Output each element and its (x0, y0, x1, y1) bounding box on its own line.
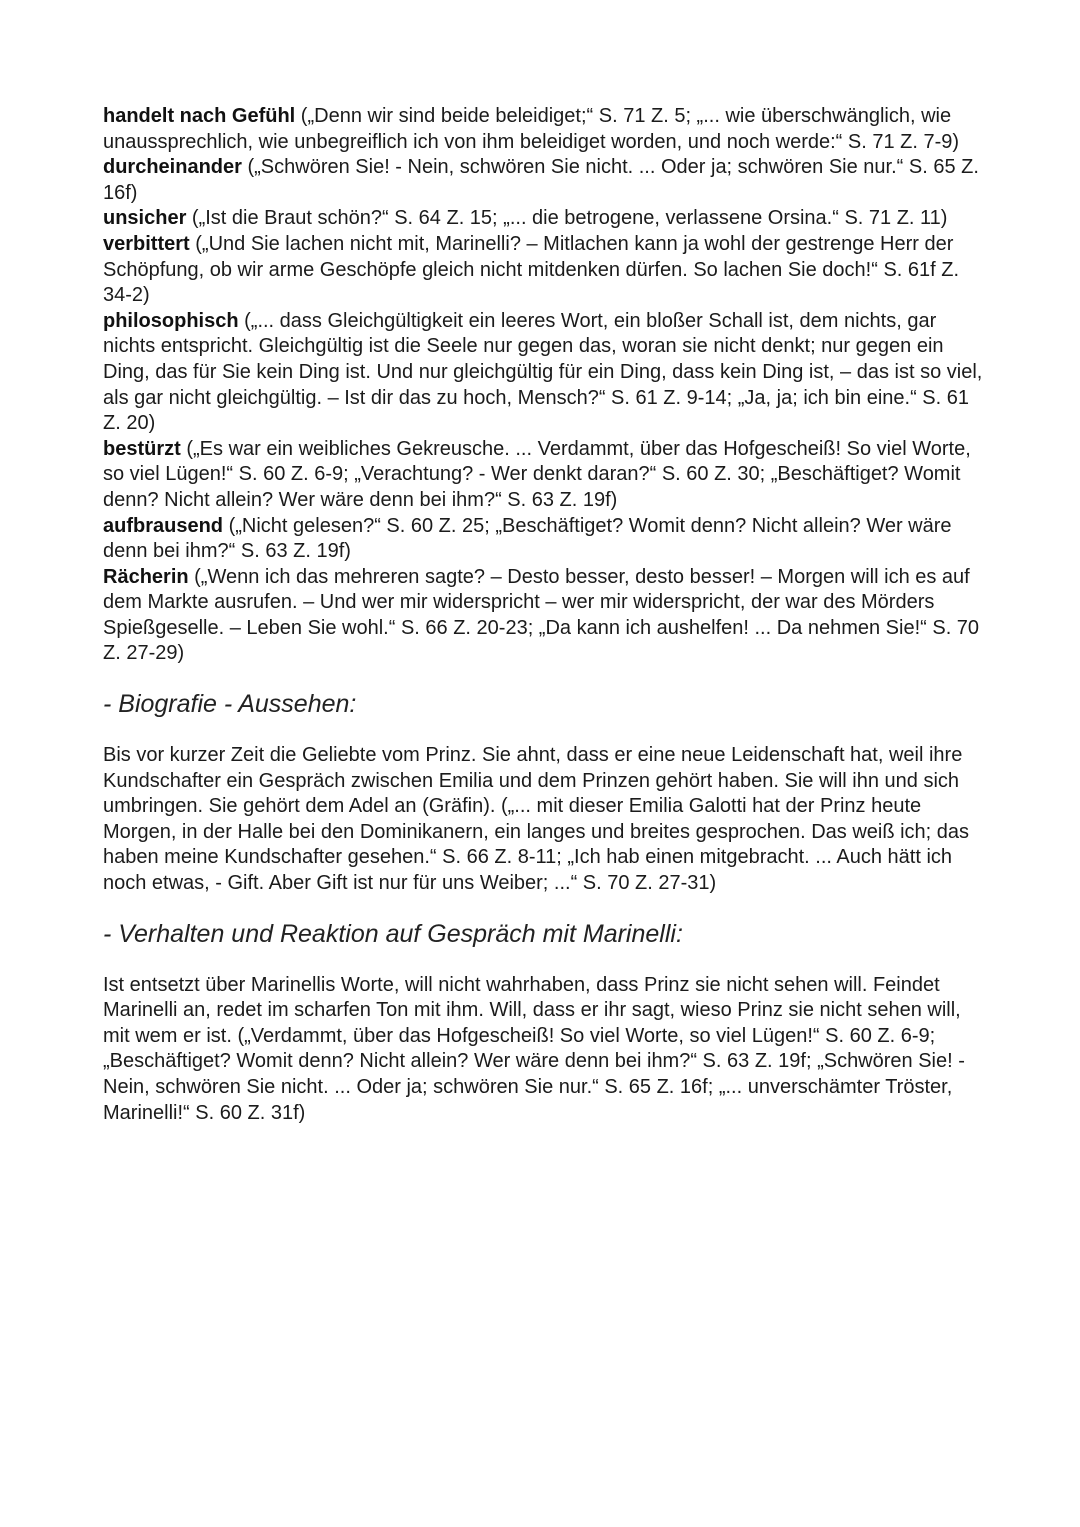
trait-quote: („Und Sie lachen nicht mit, Marinelli? – Mitlachen kann ja wohl der gestrenge Herr der Schöpfung, ob wir arme Geschöpfe gleich nicht mitdenken dürfen. So lachen Sie doch!“ S. 61f Z. 34-2) (103, 232, 960, 307)
trait-term: durcheinander (103, 156, 242, 179)
section-heading-verhalten: - Verhalten und Reaktion auf Gespräch mit Marinelli: (103, 919, 683, 948)
trait-term: bestürzt (103, 437, 181, 460)
trait-entry (103, 155, 984, 206)
trait-term: Rächerin (103, 565, 189, 588)
trait-quote: („Ist die Braut schön?“ S. 64 Z. 15; „... die betrogene, verlassene Orsina.“ S. 71 Z. 11) (186, 207, 948, 230)
trait-term: handelt nach Gefühl (103, 105, 296, 127)
trait-term: aufbrausend (103, 514, 224, 537)
trait-entry (103, 104, 984, 155)
trait-quote: („Denn wir sind beide beleidiget;“ S. 71 Z. 5; „... wie überschwänglich, wie unaussprechlich, wie unbegreiflich ich von ihm beleidiget worden, und noch werde:“ S. 71 Z. 7-9) (103, 105, 960, 153)
trait-entry (103, 514, 984, 565)
trait-term: unsicher (103, 207, 187, 230)
biografie-paragraph: Bis vor kurzer Zeit die Geliebte vom Prinz. Sie ahnt, dass er eine neue Leidenschaft hat, weil ihre Kundschafter ein Gespräch zwischen Emilia und dem Prinzen gehört haben. Sie will ihn und sich umbringen. Sie gehört dem Adel an (Gräfin). („... mit dieser Emilia Galotti hat der Prinz heute Morgen, in der Halle bei den Dominikanern, ein langes und breites gesprochen. Das weiß ich; das haben meine Kundschafter gesehen.“ S. 66 Z. 8-11; „Ich hab einen mitgebracht. ... Auch hätt ich noch etwas, - Gift. Aber Gift ist nur für uns Weiber; ...“ S. 70 Z. 27-31) (103, 744, 970, 895)
trait-entry (103, 565, 984, 667)
trait-quote: („Wenn ich das mehreren sagte? – Desto besser, desto besser! – Morgen will ich es auf dem Markte ausrufen. – Und wer mir widerspricht – wer mir widerspricht, der war des Mörders Spießgeselle. – Leben Sie wohl.“ S. 66 Z. 20-23; „Da kann ich aushelfen! ... Da nehmen Sie!“ S. 70 Z. 27-29) (103, 565, 980, 665)
trait-quote: („Nicht gelesen?“ S. 60 Z. 25; „Beschäftiget? Womit denn? Nicht allein? Wer wäre denn bei ihm?“ S. 63 Z. 19f) (103, 514, 952, 563)
trait-entry (103, 206, 984, 232)
trait-quote: („... dass Gleichgültigkeit ein leeres Wort, ein bloßer Schall ist, dem nichts, gar nichts entspricht. Gleichgültig ist die Seele nur gegen das, woran sie nicht denkt; nur gegen ein Ding, das für Sie kein Ding ist. Und nur gleichgültig für ein Ding, dass kein Ding ist, – das ist so viel, als gar nicht gleichgültig. – Ist dir das zu hoch, Mensch?“ S. 61 Z. 9-14; „Ja, ja; ich bin eine.“ S. 61 Z. 20) (103, 309, 983, 435)
verhalten-paragraph: Ist entsetzt über Marinellis Worte, will nicht wahrhaben, dass Prinz sie nicht sehen will. Feindet Marinelli an, redet im scharfen Ton mit ihm. Will, dass er ihr sagt, wieso Prinz sie nicht sehen will, mit wem er ist. („Verdammt, über das Hofgescheiß! So viel Worte, so viel Lügen!“ S. 60 Z. 6-9; „Beschäftiget? Womit denn? Nicht allein? Wer wäre denn bei ihm?“ S. 63 Z. 19f; „Schwören Sie! - Nein, schwören Sie nicht. ... Oder ja; schwören Sie nur.“ S. 65 Z. 16f; „... unverschämter Tröster, Marinelli!“ S. 60 Z. 31f) (103, 973, 965, 1124)
trait-list (103, 104, 984, 667)
trait-term: verbittert (103, 232, 190, 255)
trait-quote: („Es war ein weibliches Gekreusche. ... Verdammt, über das Hofgescheiß! So viel Worte, so viel Lügen!“ S. 60 Z. 6-9; „Verachtung? - Wer denkt daran?“ S. 60 Z. 30; „Beschäftiget? Womit denn? Nicht allein? Wer wäre denn bei ihm?“ S. 63 Z. 19f) (103, 437, 971, 511)
trait-entry (103, 309, 984, 437)
section-heading-biografie: - Biografie - Aussehen: (103, 690, 357, 719)
trait-quote: („Schwören Sie! - Nein, schwören Sie nicht. ... Oder ja; schwören Sie nur.“ S. 65 Z. 16f) (103, 156, 979, 204)
trait-entry (103, 232, 984, 309)
trait-term: philosophisch (103, 309, 239, 332)
trait-entry (103, 437, 984, 514)
